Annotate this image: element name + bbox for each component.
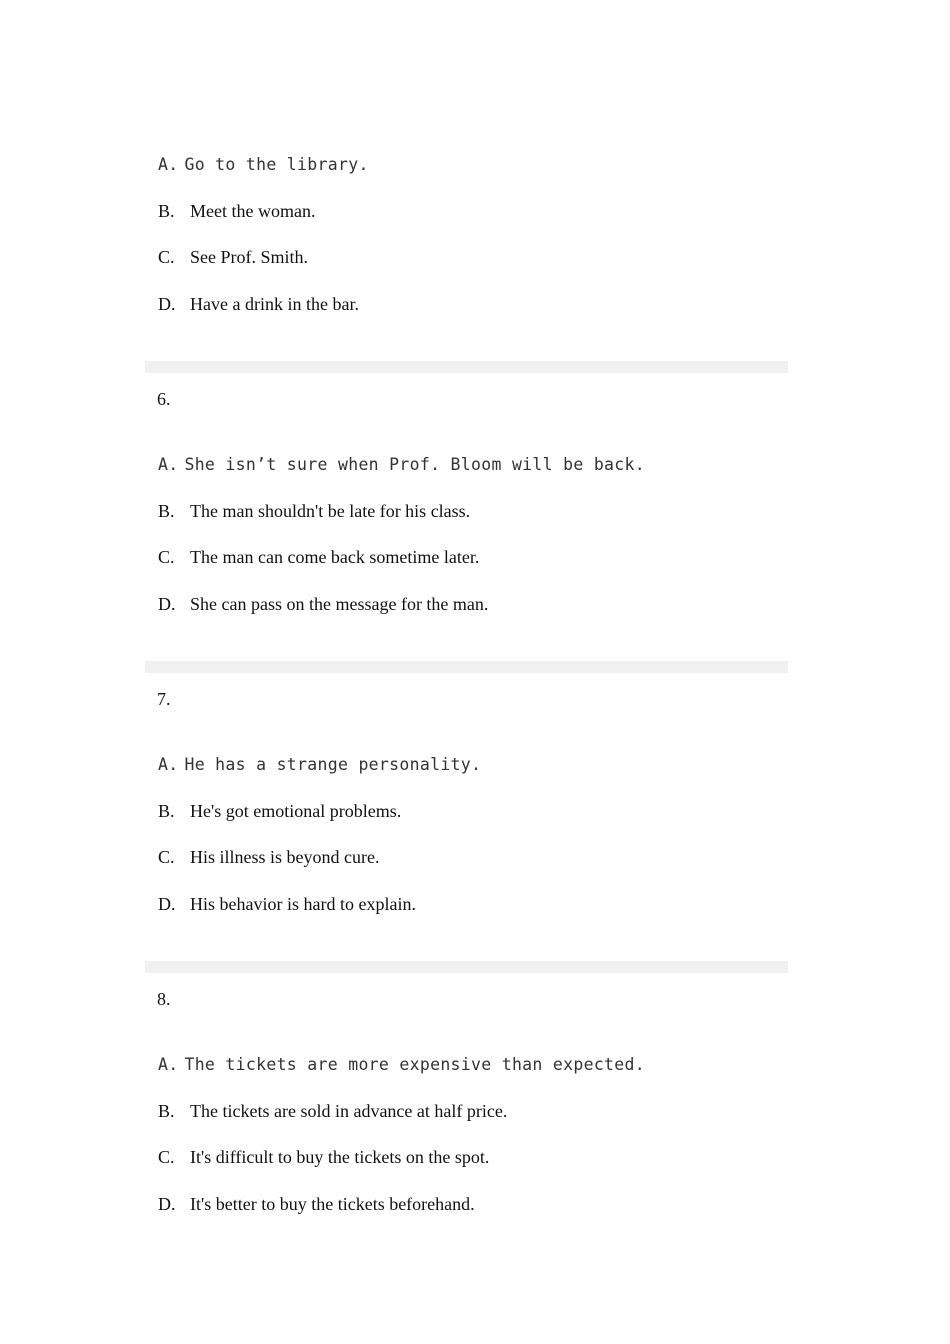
q5-option-a[interactable]: [158, 154, 369, 176]
option-text: The tickets are more expensive than expected.: [184, 1055, 645, 1074]
q5-option-d[interactable]: [158, 293, 359, 315]
option-text: Go to the library.: [184, 155, 369, 174]
q8-option-a[interactable]: [158, 1054, 645, 1076]
q6-option-d[interactable]: [158, 593, 488, 615]
option-label: A.: [158, 1055, 179, 1074]
option-text: His illness is beyond cure.: [190, 847, 380, 867]
option-label: C.: [158, 547, 175, 567]
option-label: A.: [158, 755, 179, 774]
q5-option-b[interactable]: [158, 200, 315, 222]
option-text: Have a drink in the bar.: [190, 294, 359, 314]
option-label: C.: [158, 847, 175, 867]
section-divider: [145, 961, 788, 973]
option-text: See Prof. Smith.: [190, 247, 309, 267]
option-label: D.: [158, 294, 176, 314]
q7-option-a[interactable]: [158, 754, 481, 776]
option-text: He's got emotional problems.: [190, 801, 402, 821]
option-label: C.: [158, 247, 175, 267]
q7-option-d[interactable]: [158, 893, 416, 915]
question-number-8: 8.: [157, 989, 171, 1009]
q8-option-c[interactable]: [158, 1146, 489, 1168]
option-text: The man can come back sometime later.: [190, 547, 480, 567]
option-label: B.: [158, 201, 175, 221]
option-text: Meet the woman.: [190, 201, 316, 221]
q8-option-b[interactable]: [158, 1100, 507, 1122]
q6-option-b[interactable]: [158, 500, 470, 522]
section-divider: [145, 361, 788, 373]
q7-option-b[interactable]: [158, 800, 401, 822]
option-label: C.: [158, 1147, 175, 1167]
q5-option-c[interactable]: [158, 246, 308, 268]
question-number-7: 7.: [157, 689, 171, 709]
q6-option-c[interactable]: [158, 546, 479, 568]
option-text: She can pass on the message for the man.: [190, 594, 489, 614]
option-label: D.: [158, 594, 176, 614]
q7-option-c[interactable]: [158, 846, 379, 868]
section-divider: [145, 661, 788, 673]
option-label: D.: [158, 1194, 176, 1214]
option-label: A.: [158, 155, 179, 174]
option-label: B.: [158, 1101, 175, 1121]
q8-option-d[interactable]: [158, 1193, 475, 1215]
option-label: D.: [158, 894, 176, 914]
option-text: The man shouldn't be late for his class.: [190, 501, 471, 521]
option-text: The tickets are sold in advance at half price.: [190, 1101, 508, 1121]
option-text: She isn’t sure when Prof. Bloom will be back.: [184, 455, 645, 474]
question-number-6: 6.: [157, 389, 171, 409]
option-label: B.: [158, 501, 175, 521]
option-label: B.: [158, 801, 175, 821]
option-label: A.: [158, 455, 179, 474]
option-text: He has a strange personality.: [184, 755, 482, 774]
option-text: It's better to buy the tickets beforehand.: [190, 1194, 475, 1214]
option-text: It's difficult to buy the tickets on the spot.: [190, 1147, 490, 1167]
option-text: His behavior is hard to explain.: [190, 894, 416, 914]
q6-option-a[interactable]: [158, 454, 645, 476]
